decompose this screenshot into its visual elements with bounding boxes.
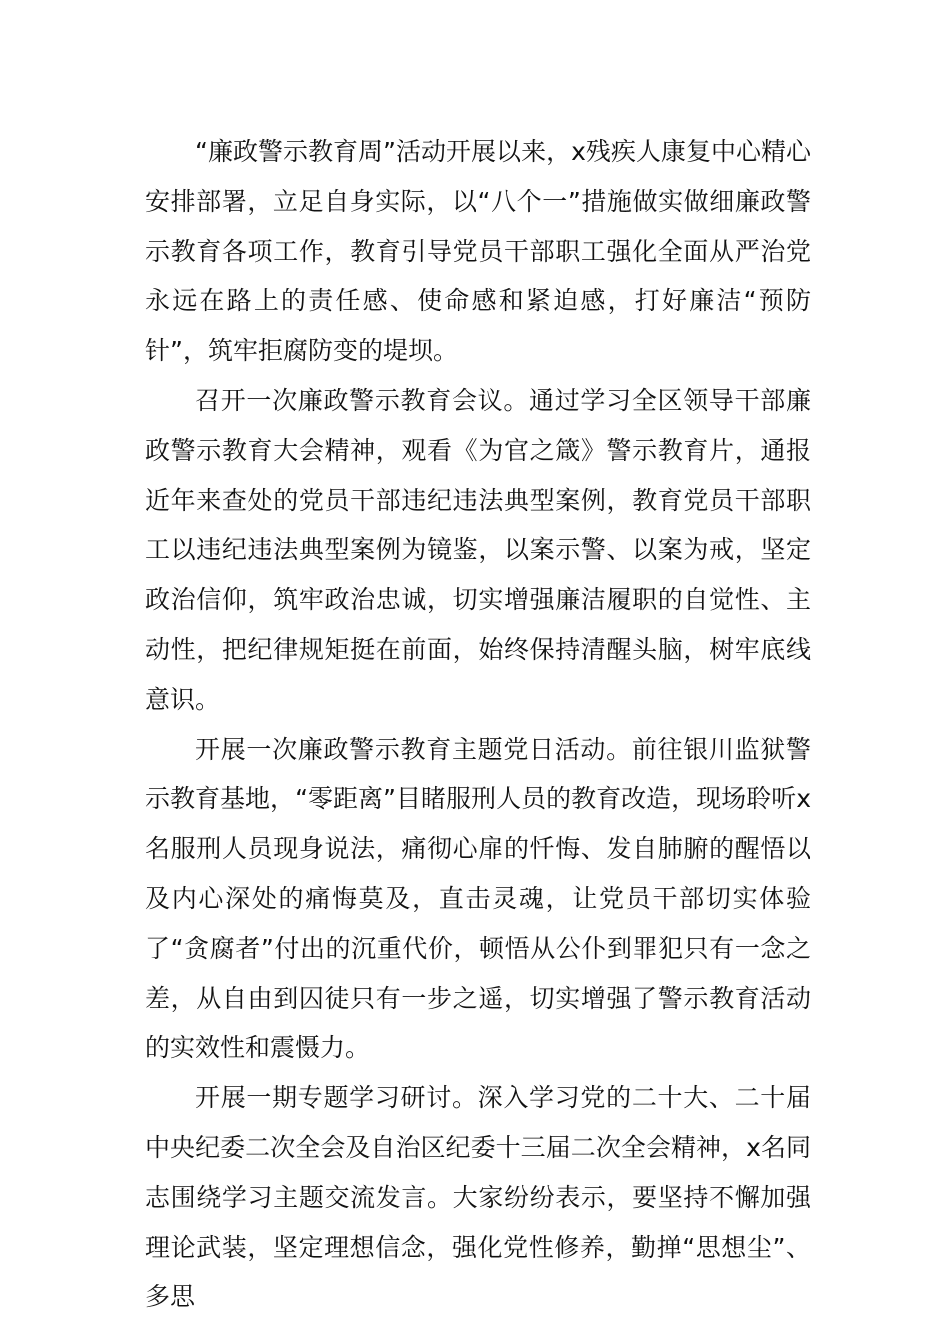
paragraph-study: 开展一期专题学习研讨。深入学习党的二十大、二十届中央纪委二次全会及自治区纪委十三届二次全会精神，x名同志围绕学习主题交流发言。大家纷纷表示，要坚持不懈加强理论武装，坚定理想信念，强化党性修养，勤掸“思想尘”、多思 [145, 1083, 811, 1312]
document-body [145, 127, 811, 1322]
paragraph-meeting: 召开一次廉政警示教育会议。通过学习全区领导干部廉政警示教育大会精神，观看《为官之箴》警示教育片，通报近年来查处的党员干部违纪违法典型案例，教育党员干部职工以违纪违法典型案例为镜鉴，以案示警、以案为戒，坚定政治信仰，筑牢政治忠诚，切实增强廉洁履职的自觉性、主动性，把纪律规矩挺在前面，始终保持清醒头脑，树牢底线意识。 [145, 385, 811, 714]
paragraph-intro: “廉政警示教育周”活动开展以来，x残疾人康复中心精心安排部署，立足自身实际，以“八个一”措施做实做细廉政警示教育各项工作，教育引导党员干部职工强化全面从严治党永远在路上的责任感、使命感和紧迫感，打好廉洁“预防针”，筑牢拒腐防变的堤坝。 [145, 137, 811, 366]
paragraph-party-day: 开展一次廉政警示教育主题党日活动。前往银川监狱警示教育基地，“零距离”目睹服刑人员的教育改造，现场聆听x名服刑人员现身说法，痛彻心扉的忏悔、发自肺腑的醒悟以及内心深处的痛悔莫及，直击灵魂，让党员干部切实体验了“贪腐者”付出的沉重代价，顿悟从公仆到罪犯只有一念之差，从自由到囚徒只有一步之遥，切实增强了警示教育活动的实效性和震慑力。 [145, 734, 811, 1063]
